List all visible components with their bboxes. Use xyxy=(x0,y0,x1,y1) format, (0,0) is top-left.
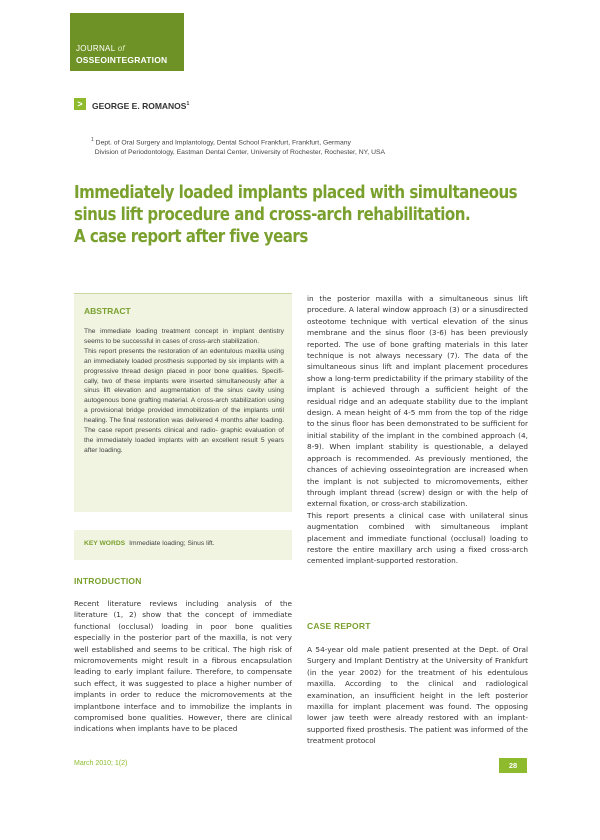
paragraph: in the posterior maxilla with a simultaneous sinus lift procedure. A lateral window approach (3) or a sinusdirected osteotome technique with vertical elevation of the sinus membrane and the sinus floor (3-6) has been previously reported. The use of bone grafting materials in this later technique is not always necessary (7). The data of the simultaneous sinus lift and implant placement procedures show a long-term predictability if the primary stability of the implant is achieved through a sufficient height of the residual ridge and an adequate stability due to the implant design. A mean height of 4-5 mm from the top of the ridge to the sinus floor has been demonstrated to be sufficient for initial stability of the implant in the combined approach (4, 8-9). When implant stability is questionable, a delayed approach is recommended. As previously mentioned, the chances of achieving osseointegration are increased when the implant is not subjected to micromovements, either through implant thread (screw) design or with the help of external fixation, or cross-arch stabilization. xyxy=(307,294,528,509)
case-report-heading: CASE REPORT xyxy=(307,621,371,631)
keywords-label: KEY WORDS xyxy=(84,540,126,547)
title-line: sinus lift procedure and cross-arch rehabilitation. xyxy=(74,205,471,225)
journal-label: JOURNAL of xyxy=(76,44,125,53)
keywords-value: Immediate loading; Sinus lift. xyxy=(129,540,215,547)
abstract-heading: ABSTRACT xyxy=(84,306,131,316)
page-number: 28 xyxy=(499,758,527,773)
article-title xyxy=(74,182,518,248)
keywords-box xyxy=(74,530,292,560)
introduction-text: Recent literature reviews including analysis of the literature (1, 2) show that the concept of immediate functional (occlusal) loading in poor bone qualities especially in the posterior part of the maxilla, is not very well established and seems to be critical. The high risk of micromovements might result in a fibrous encapsulation leading to early implant failure. Therefore, to compensate such effect, it was suggested to place a higher number of implants in order to reduce the micromovements at the implantbone interface and to immobilize the implants in compromised bone qualities. However, there are clinical indications when implants have to be placed xyxy=(74,599,292,734)
abstract-text: The immediate loading treatment concept in implant dentistry seems to be successful in cases of cross-arch stabilization. This report presents the restoration of an edentulous maxilla using an immediately loaded prosthesis supported by six implants with a progressive thread design placed in poor bone qualities. Specifi- cally, two of these implants were inserted simultaneously after a sinus lift elevation and augmentation of the sinus cavity using autogenous bone grafting material. A cross-arch stabilization using a provisional bridge provided immobilization of the implants until healing. The final restoration was delivered 4 months after loading. The case report presents clinical and radio- graphic evaluation of the immediately loaded implants with an excellent result 5 years after loading. xyxy=(84,328,284,454)
introduction-heading: INTRODUCTION xyxy=(74,576,142,586)
abstract-box xyxy=(74,293,292,512)
affiliation-1: $^1$ Dept. of Oral Surgery and Implantology, Dental School Frankfurt, Frankfurt, Germany xyxy=(91,137,351,147)
title-line: Immediately loaded implants placed with simultaneous xyxy=(74,183,518,203)
arrow-icon: > xyxy=(74,98,86,110)
author-name: GEORGE E. ROMANOS$^1$ xyxy=(92,100,190,111)
affiliations xyxy=(91,135,385,158)
journal-name: OSSEOINTEGRATION xyxy=(76,55,168,65)
right-column-text xyxy=(307,293,528,567)
journal-logo-band xyxy=(70,13,184,71)
keywords xyxy=(84,540,215,547)
affiliation-2: Division of Periodontology, Eastman Dental Center, University of Rochester, Rochester, NY, USA xyxy=(94,149,386,157)
title-line: A case report after five years xyxy=(74,227,308,247)
case-report-text: A 54-year old male patient presented at the Dept. of Oral Surgery and Implant Dentistry at the University of Frankfurt (in the year 2002) for the treatment of his edentulous maxilla. According to the clinical and radiological examination, an insufficient height in the left posterior maxilla for implant placement was found. The opposing lower jaw teeth were already restored with an implant-supported fixed prosthesis. The patient was informed of the treatment protocol xyxy=(307,645,528,746)
paragraph: This report presents a clinical case with unilateral sinus augmentation combined with simultaneous implant placement and immediate functional (occlusal) loading to restore the entire maxillary arch using a fixed cross-arch cemented implant-supported restoration. xyxy=(307,510,528,566)
footer-issue: March 2010; 1(2) xyxy=(74,760,128,767)
